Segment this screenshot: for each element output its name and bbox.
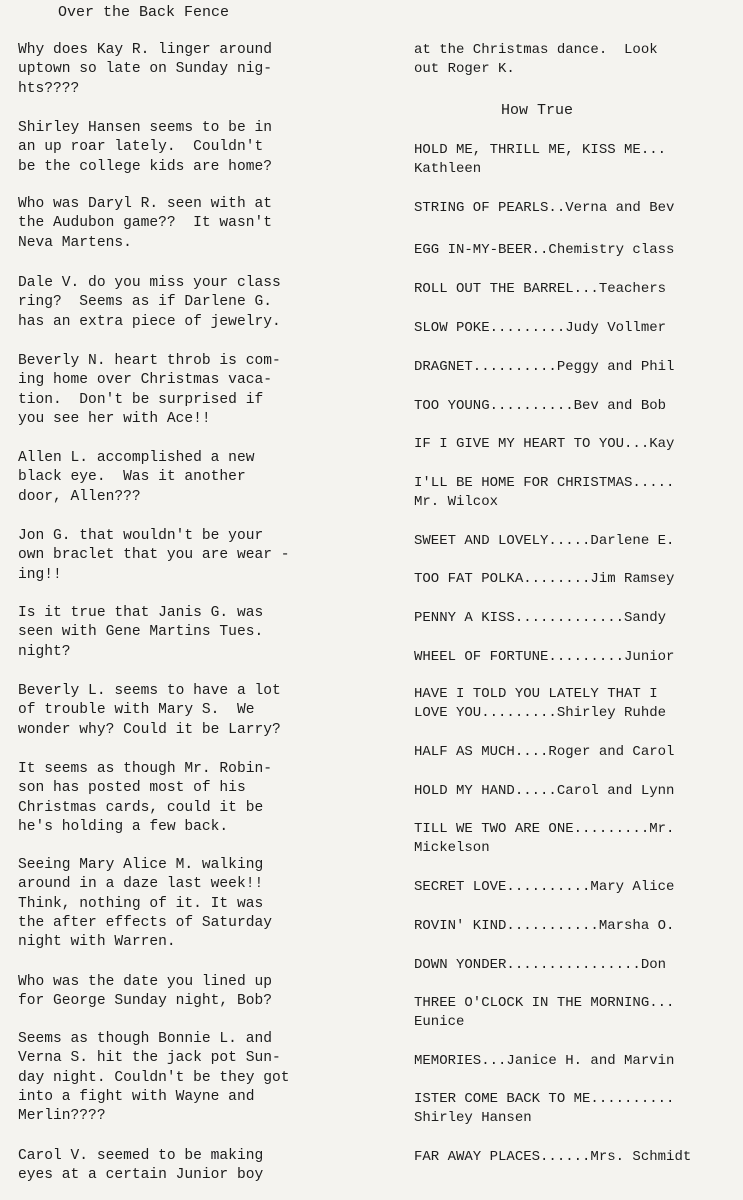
song-item: ISTER COME BACK TO ME.......... Shirley Hansen (414, 1091, 675, 1127)
song-item: WHEEL OF FORTUNE.........Junior (414, 649, 675, 665)
song-item: TILL WE TWO ARE ONE.........Mr. Mickelson (414, 821, 675, 857)
song-item: HALF AS MUCH....Roger and Carol (414, 744, 675, 760)
song-item: SECRET LOVE..........Mary Alice (414, 879, 675, 895)
song-item: IF I GIVE MY HEART TO YOU...Kay (414, 436, 675, 452)
song-item: TOO YOUNG..........Bev and Bob (414, 398, 667, 414)
song-item: SLOW POKE.........Judy Vollmer (414, 320, 667, 336)
song-item: DRAGNET..........Peggy and Phil (414, 359, 675, 375)
gossip-item: Shirley Hansen seems to be in an up roar lately. Couldn't be the college kids are home? (18, 120, 272, 175)
gossip-item: Seeing Mary Alice M. walking around in a daze last week!! Think, nothing of it. It was the after effects of Saturday night with Warren. (18, 857, 272, 951)
gossip-item: Jon G. that wouldn't be your own braclet that you are wear - ing!! (18, 528, 290, 583)
gossip-item: Allen L. accomplished a new black eye. Was it another door, Allen??? (18, 450, 255, 505)
gossip-item: Who was the date you lined up for George Sunday night, Bob? (18, 974, 272, 1010)
song-item: STRING OF PEARLS..Verna and Bev (414, 200, 675, 216)
song-item: TOO FAT POLKA........Jim Ramsey (414, 571, 675, 587)
gossip-item: Beverly N. heart throb is com- ing home over Christmas vaca- tion. Don't be surprised if you see her with Ace!! (18, 353, 281, 427)
section-heading: How True (501, 102, 574, 119)
page-title: Over the Back Fence (58, 4, 230, 21)
song-item: PENNY A KISS.............Sandy (414, 610, 667, 626)
song-item: ROLL OUT THE BARREL...Teachers (414, 281, 667, 297)
song-item: FAR AWAY PLACES......Mrs. Schmidt (414, 1149, 692, 1165)
gossip-item: It seems as though Mr. Robin- son has posted most of his Christmas cards, could it be he's holding a few back. (18, 761, 272, 835)
song-item: ROVIN' KIND...........Marsha O. (414, 918, 675, 934)
song-item: DOWN YONDER................Don (414, 957, 667, 973)
song-item: HOLD MY HAND.....Carol and Lynn (414, 783, 675, 799)
song-item: HAVE I TOLD YOU LATELY THAT I LOVE YOU.........Shirley Ruhde (414, 686, 667, 722)
gossip-item: Beverly L. seems to have a lot of trouble with Mary S. We wonder why? Could it be Larry? (18, 683, 281, 738)
song-item: SWEET AND LOVELY.....Darlene E. (414, 533, 675, 549)
song-item: EGG IN-MY-BEER..Chemistry class (414, 242, 675, 258)
gossip-item: Who was Daryl R. seen with at the Audubon game?? It wasn't Neva Martens. (18, 196, 272, 251)
gossip-item: Why does Kay R. linger around uptown so late on Sunday nig- hts???? (18, 42, 272, 97)
song-item: HOLD ME, THRILL ME, KISS ME... Kathleen (414, 142, 667, 178)
gossip-continuation: at the Christmas dance. Look out Roger K. (414, 42, 658, 78)
gossip-item: Seems as though Bonnie L. and Verna S. hit the jack pot Sun- day night. Couldn't be they got into a fight with Wayne and Merlin???? (18, 1031, 290, 1125)
song-item: THREE O'CLOCK IN THE MORNING... Eunice (414, 995, 675, 1031)
gossip-item: Carol V. seemed to be making eyes at a certain Junior boy (18, 1148, 264, 1184)
gossip-item: Is it true that Janis G. was seen with Gene Martins Tues. night? (18, 605, 264, 660)
song-item: MEMORIES...Janice H. and Marvin (414, 1053, 675, 1069)
song-item: I'LL BE HOME FOR CHRISTMAS..... Mr. Wilcox (414, 475, 675, 511)
gossip-item: Dale V. do you miss your class ring? Seems as if Darlene G. has an extra piece of jewelry. (18, 275, 281, 330)
